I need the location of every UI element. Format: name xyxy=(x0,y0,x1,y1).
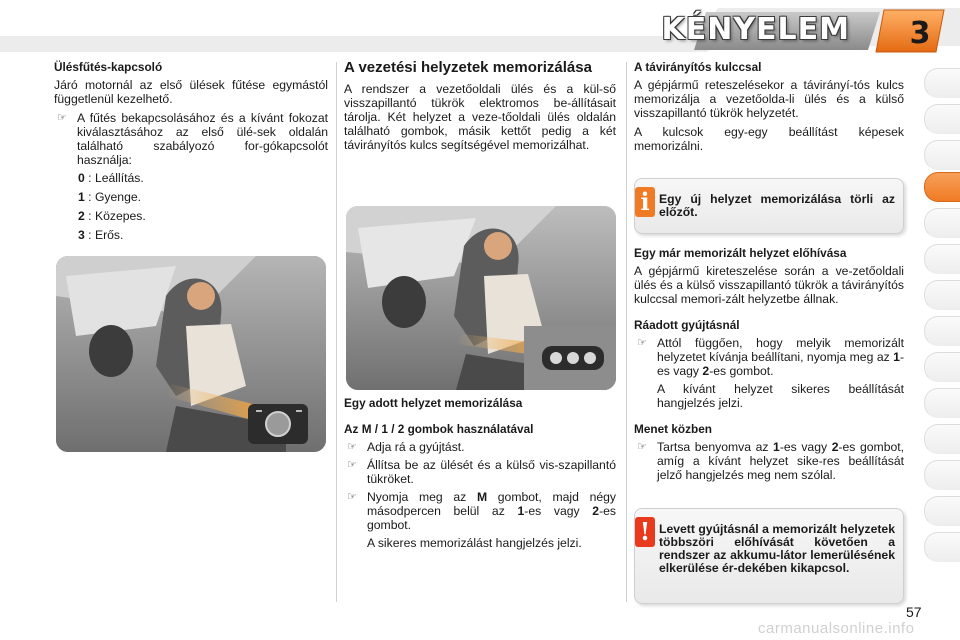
chapter-tab[interactable] xyxy=(924,280,960,310)
heat-level xyxy=(54,209,328,223)
seat-heating-illustration xyxy=(56,256,326,452)
column-divider xyxy=(626,62,627,602)
memory-buttons-illustration xyxy=(346,206,616,390)
bullet-icon: ☞ xyxy=(347,441,357,453)
bullet-icon: ☞ xyxy=(347,459,357,471)
heat-level-label: : Közepes. xyxy=(88,209,146,223)
chapter-tab[interactable] xyxy=(924,460,960,490)
column-divider xyxy=(336,62,337,602)
watermark: carmanualsonline.info xyxy=(758,620,915,637)
m-button-label: M xyxy=(476,490,488,504)
remote-key-text: A gépjármű reteszelésekor a távirányí-tós kulcs memorizálja a vezetőolda-li ülés és a külső visszapillantó tükrök helyzetét. xyxy=(634,78,904,120)
chapter-tab[interactable] xyxy=(924,352,960,382)
bullet-text: -es gombot. xyxy=(709,364,774,378)
memory-title: A vezetési helyzetek memorizálása xyxy=(344,59,592,76)
chapter-tab[interactable] xyxy=(924,104,960,134)
bullet-text: -es gombot, amíg a kívánt helyzet sike-res beállítását jelző hangjelzés meg nem szólal. xyxy=(657,440,905,482)
info-box xyxy=(634,178,904,234)
buttons-heading: Az M / 1 / 2 gombok használatával xyxy=(344,422,534,436)
recall-heading: Egy már memorizált helyzet előhívása xyxy=(634,246,847,260)
heat-level-num: 1 xyxy=(78,190,85,204)
step-text: -es vagy xyxy=(524,504,580,518)
chapter-title: KÉNYELEM xyxy=(661,12,850,47)
step-text: Nyomja meg az xyxy=(367,490,467,504)
chapter-tab[interactable] xyxy=(924,140,960,170)
chapter-tab[interactable] xyxy=(924,388,960,418)
warning-box xyxy=(634,508,904,604)
driving-heading: Menet közben xyxy=(634,422,712,436)
bullet-text: Attól függően, hogy melyik memorizált helyzetet kívánja beállítani, nyomja meg az xyxy=(657,336,904,364)
heat-level-num: 2 xyxy=(78,209,85,223)
step-bullet xyxy=(344,490,616,532)
remote-key-section xyxy=(634,60,904,158)
button-1-label: 1 xyxy=(517,504,525,518)
chapter-tab[interactable] xyxy=(924,532,960,562)
bullet-icon: ☞ xyxy=(637,337,647,349)
memory-section xyxy=(344,60,616,157)
step-text: -es gombot. xyxy=(367,504,616,532)
ignition-bullet xyxy=(634,336,904,378)
ignition-note: A kívánt helyzet sikeres beállítását hangjelzés jelzi. xyxy=(657,382,904,410)
seat-heating-section xyxy=(54,60,328,247)
button-1-label: 1 xyxy=(773,440,780,454)
button-2-label: 2 xyxy=(831,440,839,454)
info-box-text: Egy új helyzet memorizálása törli az előzőt. xyxy=(659,192,895,219)
button-2-label: 2 xyxy=(702,364,710,378)
seat-heating-intro: Járó motornál az első ülések fűtése egymástól függetlenül kezelhető. xyxy=(54,78,328,106)
bullet-text: -es vagy xyxy=(779,440,828,454)
bullet-text: -es vagy xyxy=(657,350,904,378)
chapter-tab[interactable] xyxy=(924,496,960,526)
seat-heating-bullet xyxy=(54,111,328,167)
bullet-icon: ☞ xyxy=(347,491,357,503)
remote-key-heading: A távirányítós kulccsal xyxy=(634,60,762,74)
chapter-number: 3 xyxy=(909,16,931,51)
memorize-heading: Egy adott helyzet memorizálása xyxy=(344,396,523,410)
page-number: 57 xyxy=(906,604,922,620)
driving-bullet xyxy=(634,440,904,482)
heat-level xyxy=(54,190,328,204)
heat-level-label: : Gyenge. xyxy=(88,190,142,204)
warning-icon: ! xyxy=(635,517,655,547)
heat-level-label: : Erős. xyxy=(88,228,124,242)
step-bullet xyxy=(344,440,616,454)
chapter-tab[interactable] xyxy=(924,68,960,98)
step-text: Adja rá a gyújtást. xyxy=(367,440,465,454)
bullet-text: Tartsa benyomva az xyxy=(657,440,769,454)
heat-level-num: 3 xyxy=(78,228,85,242)
heat-level xyxy=(54,228,328,242)
memory-intro: A rendszer a vezetőoldali ülés és a kül-ső visszapillantó tükrök elektromos be-állításait tárolja. Két helyzet a veze-tőoldali ülés oldalán található gombok, másik kettőt pedig a két távirányítós kulcs segítségével memorizálhat. xyxy=(344,82,616,152)
remote-key-text-2: A kulcsok egy-egy beállítást képesek memorizálni. xyxy=(634,125,904,153)
heat-level xyxy=(54,171,328,185)
recall-text: A gépjármű kireteszelése során a ve-zetőoldali ülés és a külső visszapillantó tükrök a távirányítós kulccsal memori-zált helyzetbe állnak. xyxy=(634,264,904,306)
bullet-icon: ☞ xyxy=(57,112,67,124)
bullet-icon: ☞ xyxy=(637,441,647,453)
heat-level-num: 0 xyxy=(78,171,85,185)
step-note: A sikeres memorizálást hangjelzés jelzi. xyxy=(367,536,582,550)
seat-heating-heading: Ülésfűtés-kapcsoló xyxy=(54,60,163,74)
info-icon: i xyxy=(635,187,655,217)
chapter-tab[interactable] xyxy=(924,208,960,238)
ignition-heading: Ráadott gyújtásnál xyxy=(634,318,740,332)
button-1-label: 1 xyxy=(893,350,900,364)
warning-box-text: Levett gyújtásnál a memorizált helyzetek többszöri előhívását követően a rendszer az akkumu-látor lemerülésének elkerülése ér-dekében kikapcsol. xyxy=(659,522,895,575)
chapter-tab-active[interactable] xyxy=(924,172,960,202)
bullet-text: A fűtés bekapcsolásához és a kívánt fokozat kiválasztásához az első ülé-sek oldalán található szabályozó for-gókapcsolót használja: xyxy=(77,111,328,167)
chapter-tab[interactable] xyxy=(924,424,960,454)
step-bullet xyxy=(344,458,616,486)
recall-section xyxy=(634,246,904,486)
button-2-label: 2 xyxy=(592,504,600,518)
chapter-tab[interactable] xyxy=(924,244,960,274)
page-header xyxy=(0,0,960,58)
heat-level-label: : Leállítás. xyxy=(88,171,144,185)
memory-steps xyxy=(344,396,616,554)
step-text: gombot, majd négy másodpercen belül az xyxy=(367,490,617,518)
step-text: Állítsa be az ülését és a külső vis-szapillantó tükröket. xyxy=(367,458,616,486)
chapter-tab[interactable] xyxy=(924,316,960,346)
